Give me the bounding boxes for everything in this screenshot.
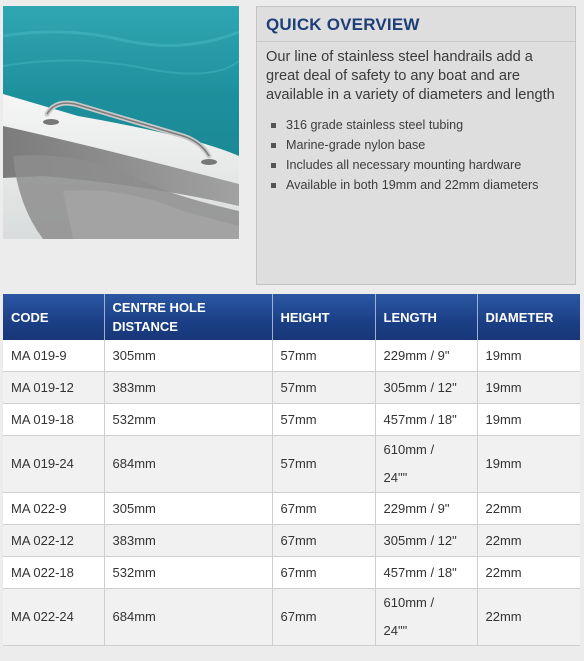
cell-centre: 305mm <box>104 340 272 372</box>
table-row <box>3 372 580 404</box>
product-photo <box>3 6 239 239</box>
cell-centre: 684mm <box>104 436 272 493</box>
cell-code: MA 022-9 <box>3 493 104 525</box>
cell-height: 67mm <box>272 589 375 646</box>
cell-centre: 532mm <box>104 557 272 589</box>
cell-centre: 383mm <box>104 372 272 404</box>
cell-diameter: 22mm <box>477 589 580 646</box>
cell-centre: 532mm <box>104 404 272 436</box>
cell-diameter: 22mm <box>477 493 580 525</box>
cell-height: 57mm <box>272 436 375 493</box>
length-line-2: 24"" <box>383 470 408 485</box>
cell-diameter: 22mm <box>477 557 580 589</box>
table-row <box>3 525 580 557</box>
header-diameter: DIAMETER <box>477 294 580 340</box>
cell-code: MA 022-24 <box>3 589 104 646</box>
cell-code: MA 022-12 <box>3 525 104 557</box>
cell-height: 67mm <box>272 557 375 589</box>
cell-diameter: 19mm <box>477 436 580 493</box>
cell-code: MA 019-18 <box>3 404 104 436</box>
feature-item: Available in both 19mm and 22mm diameters <box>270 175 567 195</box>
table-row <box>3 340 580 372</box>
cell-length: 457mm / 18" <box>375 404 477 436</box>
table-row <box>3 493 580 525</box>
cell-centre: 383mm <box>104 525 272 557</box>
cell-length <box>375 589 477 646</box>
cell-height: 67mm <box>272 493 375 525</box>
cell-length: 229mm / 9" <box>375 340 477 372</box>
cell-code: MA 019-24 <box>3 436 104 493</box>
cell-height: 57mm <box>272 404 375 436</box>
table-header-row <box>3 294 580 340</box>
bullet-icon <box>271 163 276 168</box>
overview-description: Our line of stainless steel handrails add a great deal of safety to any boat and are available in a variety of diameters and length <box>266 49 555 103</box>
cell-length: 229mm / 9" <box>375 493 477 525</box>
specs-table <box>3 294 580 646</box>
feature-item: Includes all necessary mounting hardware <box>270 155 567 175</box>
cell-centre: 684mm <box>104 589 272 646</box>
header-code: CODE <box>3 294 104 340</box>
cell-height: 67mm <box>272 525 375 557</box>
cell-diameter: 19mm <box>477 340 580 372</box>
header-length: LENGTH <box>375 294 477 340</box>
header-height: HEIGHT <box>272 294 375 340</box>
cell-diameter: 19mm <box>477 372 580 404</box>
cell-code: MA 019-9 <box>3 340 104 372</box>
length-line-1: 610mm / <box>383 595 435 610</box>
cell-code: MA 022-18 <box>3 557 104 589</box>
overview-divider <box>257 41 575 42</box>
table-row <box>3 589 580 646</box>
table-row <box>3 436 580 493</box>
cell-height: 57mm <box>272 340 375 372</box>
header-centre-hole-distance: CENTRE HOLE DISTANCE <box>104 294 272 340</box>
bullet-icon <box>271 123 276 128</box>
cell-code: MA 019-12 <box>3 372 104 404</box>
cell-diameter: 22mm <box>477 525 580 557</box>
cell-length: 457mm / 18" <box>375 557 477 589</box>
overview-title: QUICK OVERVIEW <box>266 15 420 34</box>
bullet-icon <box>271 143 276 148</box>
feature-item: Marine-grade nylon base <box>270 135 567 155</box>
quick-overview-panel <box>256 6 576 285</box>
feature-list <box>257 115 575 195</box>
length-line-2: 24"" <box>383 623 408 638</box>
cell-height: 57mm <box>272 372 375 404</box>
length-line-1: 610mm / <box>383 442 435 457</box>
bullet-icon <box>271 183 276 188</box>
feature-item: 316 grade stainless steel tubing <box>270 115 567 135</box>
cell-diameter: 19mm <box>477 404 580 436</box>
cell-length: 305mm / 12" <box>375 372 477 404</box>
cell-length <box>375 436 477 493</box>
table-row <box>3 404 580 436</box>
cell-centre: 305mm <box>104 493 272 525</box>
cell-length: 305mm / 12" <box>375 525 477 557</box>
table-row <box>3 557 580 589</box>
